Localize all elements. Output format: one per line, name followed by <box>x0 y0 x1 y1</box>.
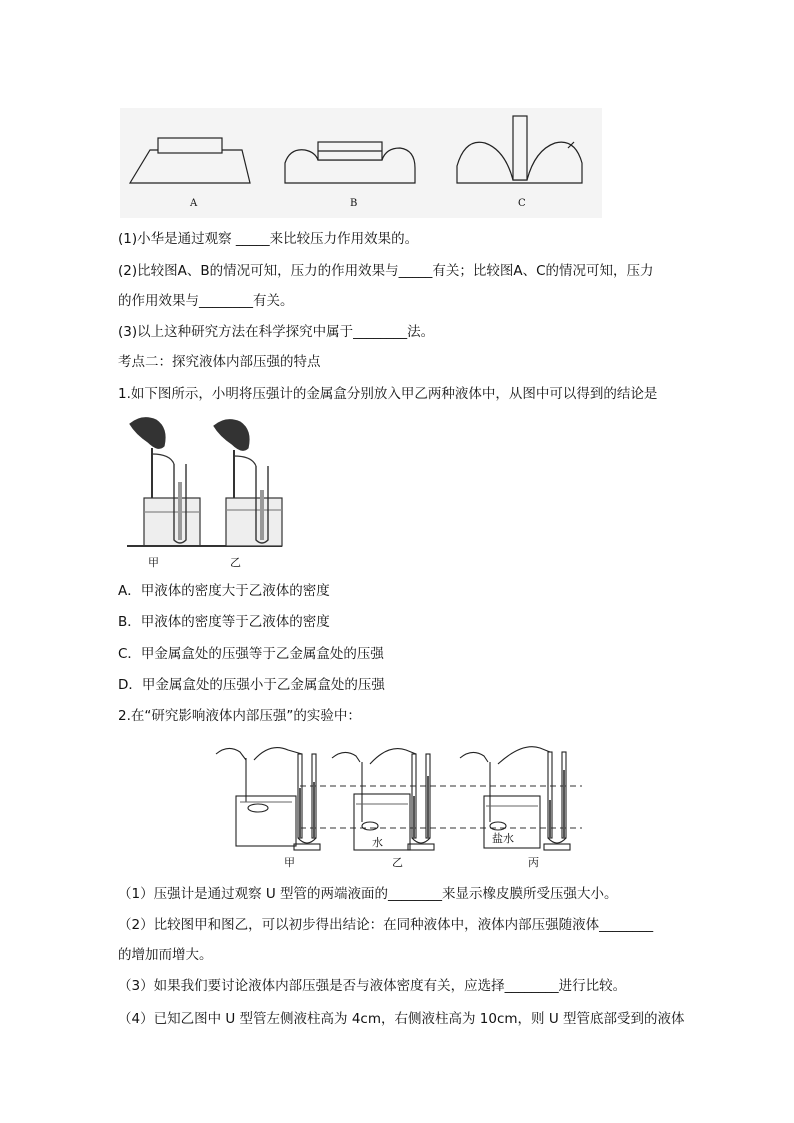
sponge-c <box>457 116 582 183</box>
setup-bing <box>460 747 570 850</box>
problem-2-question-4: （4）已知乙图中 U 型管左侧液柱高为 4cm，右侧液柱高为 10cm，则 U 型管底部受到的液体 <box>118 1011 685 1027</box>
photo-label-jia: 甲 <box>148 556 159 569</box>
problem-1-option-a: A．甲液体的密度大于乙液体的密度 <box>118 583 330 599</box>
photo-label-yi: 乙 <box>230 556 241 569</box>
liquid-label-water: 水 <box>372 836 383 849</box>
problem-2-question-1: （1）压强计是通过观察 U 型管的两端液面的________来显示橡皮膜所受压强大小。 <box>118 886 618 902</box>
problem-2-question-2-line2: 的增加而增大。 <box>118 947 213 963</box>
figure-label-a: A <box>190 198 198 209</box>
setup-yi <box>332 749 434 850</box>
problem-2-stem: 2.在“研究影响液体内部压强”的实验中： <box>118 708 361 724</box>
sponge-a <box>130 138 250 183</box>
gauge-yi <box>214 420 282 546</box>
part1-question-1: (1)小华是通过观察 _____来比较压力作用效果的。 <box>118 231 419 247</box>
setup-label-bing: 丙 <box>528 856 539 869</box>
sponge-pressure-figure <box>120 108 602 218</box>
part1-question-3: (3)以上这种研究方法在科学探究中属于________法。 <box>118 324 435 340</box>
part1-question-2-line2: 的作用效果与________有关。 <box>118 293 294 309</box>
gauge-photo-diagram <box>122 412 290 570</box>
setup-label-yi: 乙 <box>392 856 403 869</box>
u-tube-figure <box>210 740 590 870</box>
problem-2-question-2-line1: （2）比较图甲和图乙，可以初步得出结论：在同种液体中，液体内部压强随液体________ <box>118 917 654 933</box>
figure-label-b: B <box>350 198 358 209</box>
sponge-b <box>285 142 415 183</box>
section-heading: 考点二：探究液体内部压强的特点 <box>118 354 321 370</box>
setup-label-jia: 甲 <box>284 856 295 869</box>
figure-label-c: C <box>518 198 526 209</box>
part1-question-2-line1: (2)比较图A、B的情况可知，压力的作用效果与_____有关；比较图A、C的情况可知，压力 <box>118 263 654 279</box>
liquid-label-saltwater: 盐水 <box>492 832 514 845</box>
u-tube-diagram <box>210 740 590 870</box>
problem-2-question-3: （3）如果我们要讨论液体内部压强是否与液体密度有关，应选择________进行比较。 <box>118 978 627 994</box>
problem-1-option-d: D．甲金属盒处的压强小于乙金属盒处的压强 <box>118 677 385 693</box>
problem-1-option-c: C．甲金属盒处的压强等于乙金属盒处的压强 <box>118 646 384 662</box>
problem-1-option-b: B．甲液体的密度等于乙液体的密度 <box>118 614 330 630</box>
setup-jia <box>216 748 320 850</box>
pressure-gauge-photo <box>122 412 290 570</box>
problem-1-stem: 1.如下图所示，小明将压强计的金属盒分别放入甲乙两种液体中，从图中可以得到的结论是 <box>118 386 658 402</box>
